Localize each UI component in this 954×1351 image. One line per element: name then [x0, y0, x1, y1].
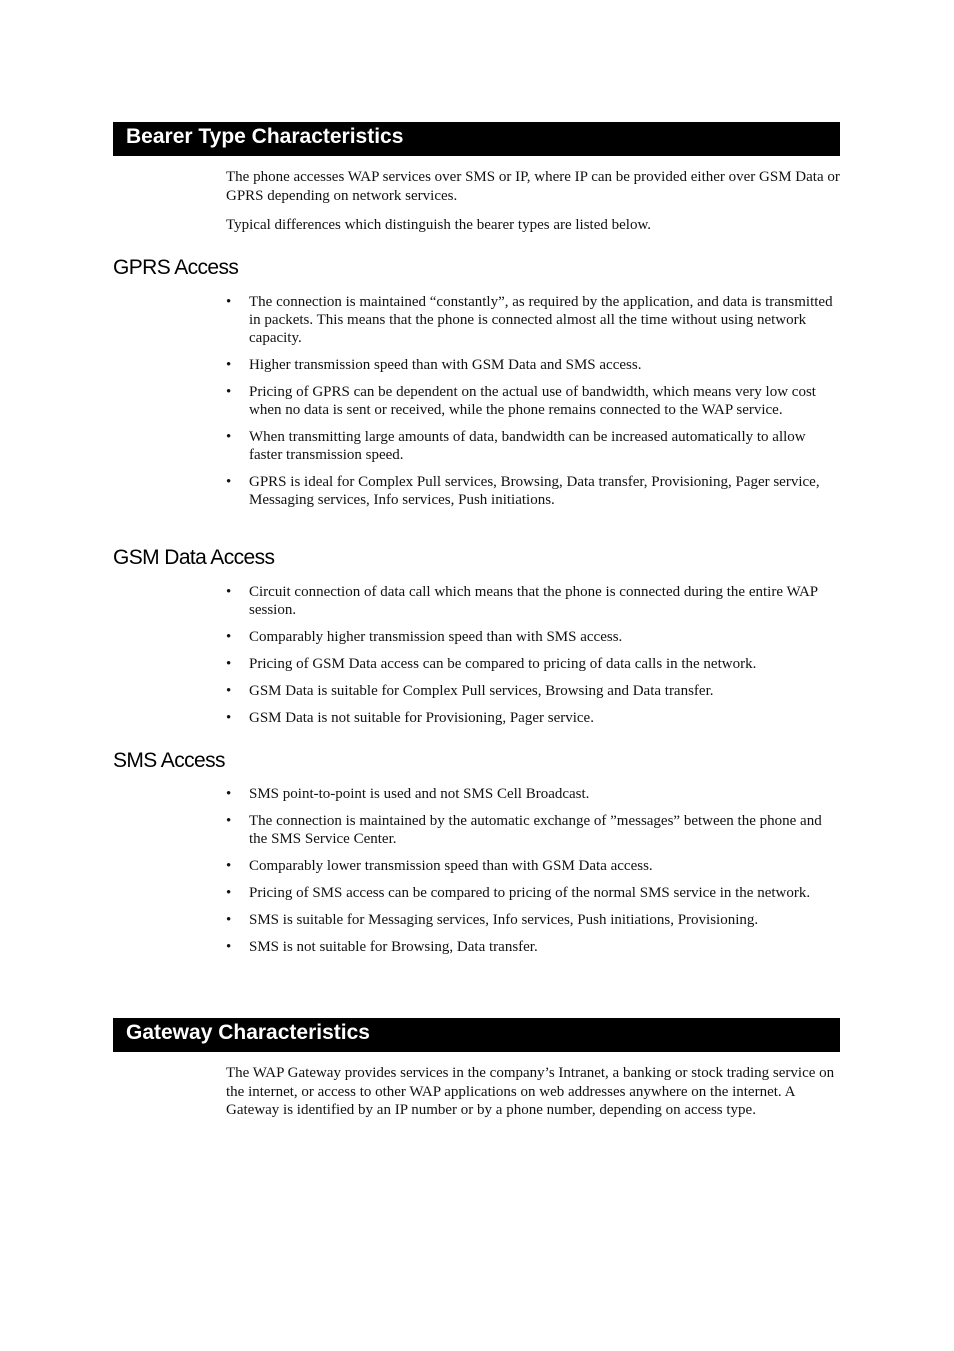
bearer-intro-paragraph: The phone accesses WAP services over SMS or IP, where IP can be provided either over GSM Data or GPRS depending on network services.: [226, 169, 840, 204]
bullet-icon: •: [226, 357, 232, 373]
list-item: [226, 356, 840, 374]
gsm-list: [226, 583, 840, 736]
list-item-text: Comparably lower transmission speed than with GSM Data access.: [249, 858, 653, 874]
list-item: [226, 473, 840, 509]
section-header-bearer-type: Bearer Type Characteristics: [113, 122, 840, 156]
list-item-text: SMS point-to-point is used and not SMS Cell Broadcast.: [249, 786, 590, 802]
list-item-text: When transmitting large amounts of data, bandwidth can be increased automatically to allow faster transmission speed.: [249, 429, 806, 463]
bearer-intro-paragraph-2: Typical differences which distinguish the bearer types are listed below.: [226, 217, 652, 233]
heading-gprs-access: GPRS Access: [113, 256, 239, 279]
list-item: [226, 583, 840, 619]
bullet-icon: •: [226, 912, 232, 928]
bullet-icon: •: [226, 786, 232, 802]
list-item-text: GPRS is ideal for Complex Pull services, Browsing, Data transfer, Provisioning, Pager service, Messaging services, Info services, Push initiations.: [249, 474, 820, 508]
section-header-gateway: Gateway Characteristics: [113, 1018, 840, 1052]
list-item-text: Higher transmission speed than with GSM Data and SMS access.: [249, 357, 642, 373]
list-item: [226, 785, 840, 803]
bullet-icon: •: [226, 429, 232, 445]
bullet-icon: •: [226, 885, 232, 901]
bullet-icon: •: [226, 683, 232, 699]
list-item: [226, 428, 840, 464]
list-item: [226, 857, 840, 875]
list-item-text: GSM Data is suitable for Complex Pull services, Browsing and Data transfer.: [249, 683, 714, 699]
bullet-icon: •: [226, 656, 232, 672]
list-item: [226, 812, 840, 848]
bullet-icon: •: [226, 584, 232, 600]
sms-list: [226, 785, 840, 965]
bullet-icon: •: [226, 629, 232, 645]
list-item-text: Pricing of SMS access can be compared to pricing of the normal SMS service in the network.: [249, 885, 811, 901]
bullet-icon: •: [226, 474, 232, 490]
list-item-text: SMS is not suitable for Browsing, Data transfer.: [249, 939, 538, 955]
list-item: [226, 884, 840, 902]
bullet-icon: •: [226, 858, 232, 874]
list-item: [226, 682, 840, 700]
list-item-text: The connection is maintained “constantly”, as required by the application, and data is transmitted in packets. This means that the phone is connected almost all the time without using network capacity.: [249, 294, 833, 346]
list-item: [226, 655, 840, 673]
bullet-icon: •: [226, 813, 232, 829]
list-item-text: The connection is maintained by the automatic exchange of ”messages” between the phone and the SMS Service Center.: [249, 813, 822, 847]
bullet-icon: •: [226, 294, 232, 310]
list-item-text: GSM Data is not suitable for Provisioning, Pager service.: [249, 710, 594, 726]
bullet-icon: •: [226, 384, 232, 400]
list-item-text: SMS is suitable for Messaging services, Info services, Push initiations, Provisioning.: [249, 912, 759, 928]
list-item-text: Pricing of GPRS can be dependent on the actual use of bandwidth, which means very low cost when no data is sent or received, while the phone remains connected to the WAP service.: [249, 384, 816, 418]
heading-gsm-data-access: GSM Data Access: [113, 546, 275, 569]
list-item: [226, 938, 840, 956]
list-item-text: Circuit connection of data call which means that the phone is connected during the entire WAP session.: [249, 584, 818, 618]
list-item: [226, 293, 840, 347]
bullet-icon: •: [226, 710, 232, 726]
list-item: [226, 911, 840, 929]
list-item: [226, 628, 840, 646]
gprs-list: [226, 293, 840, 518]
heading-sms-access: SMS Access: [113, 749, 225, 772]
list-item: [226, 383, 840, 419]
list-item-text: Comparably higher transmission speed than with SMS access.: [249, 629, 623, 645]
list-item: [226, 709, 840, 727]
bullet-icon: •: [226, 939, 232, 955]
gateway-paragraph: The WAP Gateway provides services in the company’s Intranet, a banking or stock trading service on the internet, or access to other WAP applications on web addresses anywhere on the internet. A Gateway is identified by an IP number or by a phone number, depending on access type.: [226, 1065, 835, 1118]
list-item-text: Pricing of GSM Data access can be compared to pricing of data calls in the network.: [249, 656, 757, 672]
